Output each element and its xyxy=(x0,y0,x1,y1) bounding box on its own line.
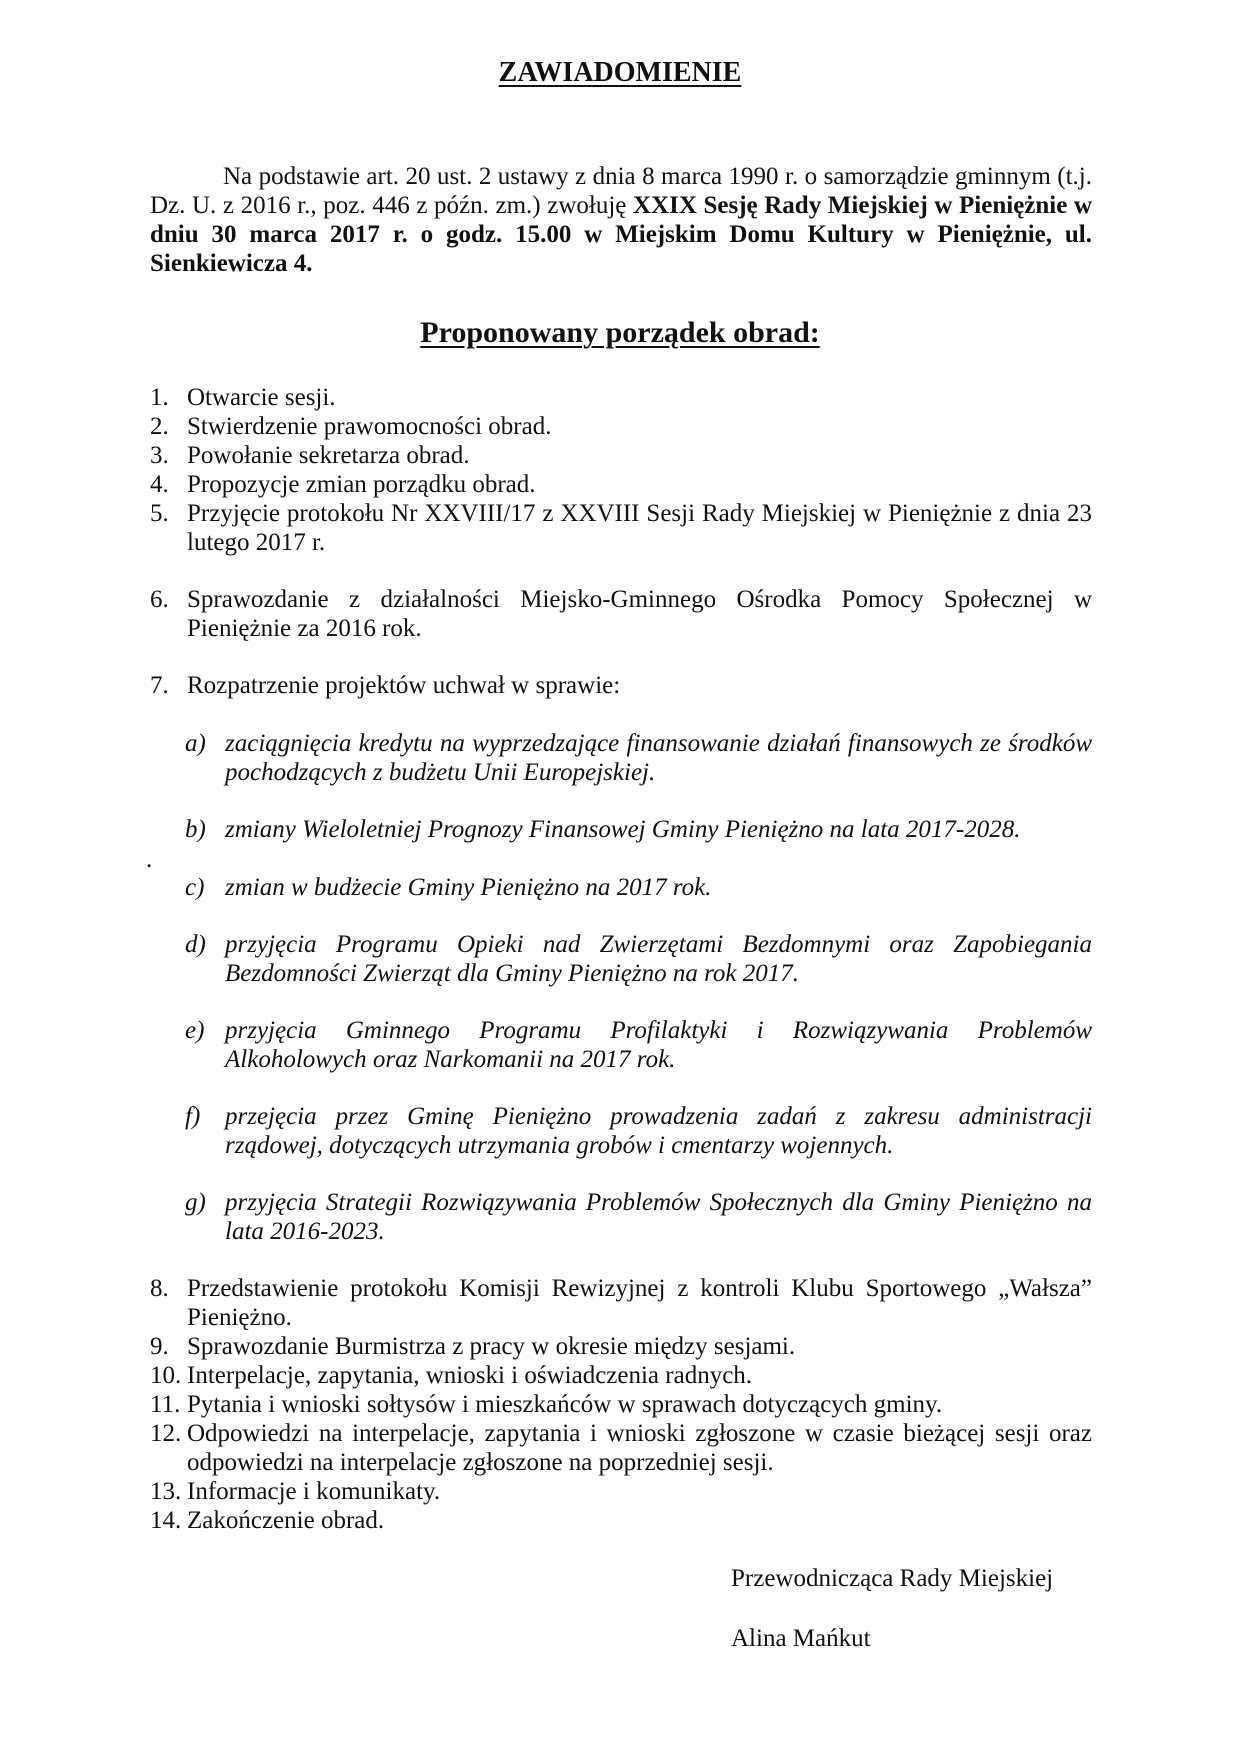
agenda-subitem: a) zaciągnięcia kredytu na wyprzedzające finansowanie działań finansowych ze środków pochodzących z budżetu Unii Europejskiej. xyxy=(185,730,1092,786)
agenda-subitem: d) przyjęcia Programu Opieki nad Zwierzętami Bezdomnymi oraz Zapobiegania Bezdomności Zwierząt dla Gminy Pieniężno na rok 2017. xyxy=(185,931,1092,987)
signature-role: Przewodnicząca Rady Miejskiej xyxy=(731,1565,1054,1592)
document-title: ZAWIADOMIENIE xyxy=(498,57,742,88)
agenda-heading: Proponowany porządek obrad: xyxy=(420,316,820,349)
agenda-item: 13. Informacje i komunikaty. xyxy=(150,1478,441,1505)
agenda-item: 14. Zakończenie obrad. xyxy=(150,1507,385,1534)
intro-paragraph: Na podstawie art. 20 ust. 2 ustawy z dnia 8 marca 1990 r. o samorządzie gminnym (t.j. Dz. U. z 2016 r., poz. 446 z późn. zm.) zwołuję XXIX Sesję Rady Miejskiej w Pieniężnie w dniu 30 marca 2017 r. o godz. 15.00 w Miejskim Domu Kultury w Pieniężnie, ul. Sienkiewicza 4. xyxy=(150,163,1093,277)
agenda-item: 5. Przyjęcie protokołu Nr XXVIII/17 z XXVIII Sesji Rady Miejskiej w Pieniężnie z dnia 23 lutego 2017 r. xyxy=(150,500,1092,556)
agenda-subitem: e) przyjęcia Gminnego Programu Profilaktyki i Rozwiązywania Problemów Alkoholowych oraz Narkomanii na 2017 rok. xyxy=(185,1017,1092,1073)
agenda-item: 4. Propozycje zmian porządku obrad. xyxy=(150,471,536,498)
agenda-item: 9. Sprawozdanie Burmistrza z pracy w okresie między sesjami. xyxy=(150,1333,796,1360)
agenda-item: 7. Rozpatrzenie projektów uchwał w sprawie: xyxy=(150,672,621,699)
agenda-item: 11. Pytania i wnioski sołtysów i mieszkańców w sprawach dotyczących gminy. xyxy=(150,1391,943,1418)
agenda-subitem: c) zmian w budżecie Gminy Pieniężno na 2017 rok. xyxy=(185,874,712,901)
agenda-subitem: f) przejęcia przez Gminę Pieniężno prowadzenia zadań z zakresu administracji rządowej, dotyczących utrzymania grobów i cmentarzy wojennych. xyxy=(185,1103,1092,1159)
agenda-item: 6. Sprawozdanie z działalności Miejsko-Gminnego Ośrodka Pomocy Społecznej w Pieniężnie za 2016 rok. xyxy=(150,586,1092,642)
agenda-subitem: b) zmiany Wieloletniej Prognozy Finansowej Gminy Pieniężno na lata 2017-2028. xyxy=(185,816,1021,843)
signature-name: Alina Mańkut xyxy=(731,1625,871,1652)
agenda-subitem: g) przyjęcia Strategii Rozwiązywania Problemów Społecznych dla Gminy Pieniężno na lata 2016-2023. xyxy=(185,1189,1092,1245)
agenda-item: 8. Przedstawienie protokołu Komisji Rewizyjnej z kontroli Klubu Sportowego „Wałsza” Pieniężno. xyxy=(150,1275,1092,1331)
agenda-item: 1. Otwarcie sesji. xyxy=(150,384,336,411)
agenda-item: 2. Stwierdzenie prawomocności obrad. xyxy=(150,413,552,440)
agenda-item: 12. Odpowiedzi na interpelacje, zapytania i wnioski zgłoszone w czasie bieżącej sesji oraz odpowiedzi na interpelacje zgłoszone na poprzedniej sesji. xyxy=(150,1420,1092,1476)
stray-dot: . xyxy=(146,846,153,873)
agenda-item: 10. Interpelacje, zapytania, wnioski i oświadczenia radnych. xyxy=(150,1362,753,1389)
agenda-item: 3. Powołanie sekretarza obrad. xyxy=(150,442,470,469)
